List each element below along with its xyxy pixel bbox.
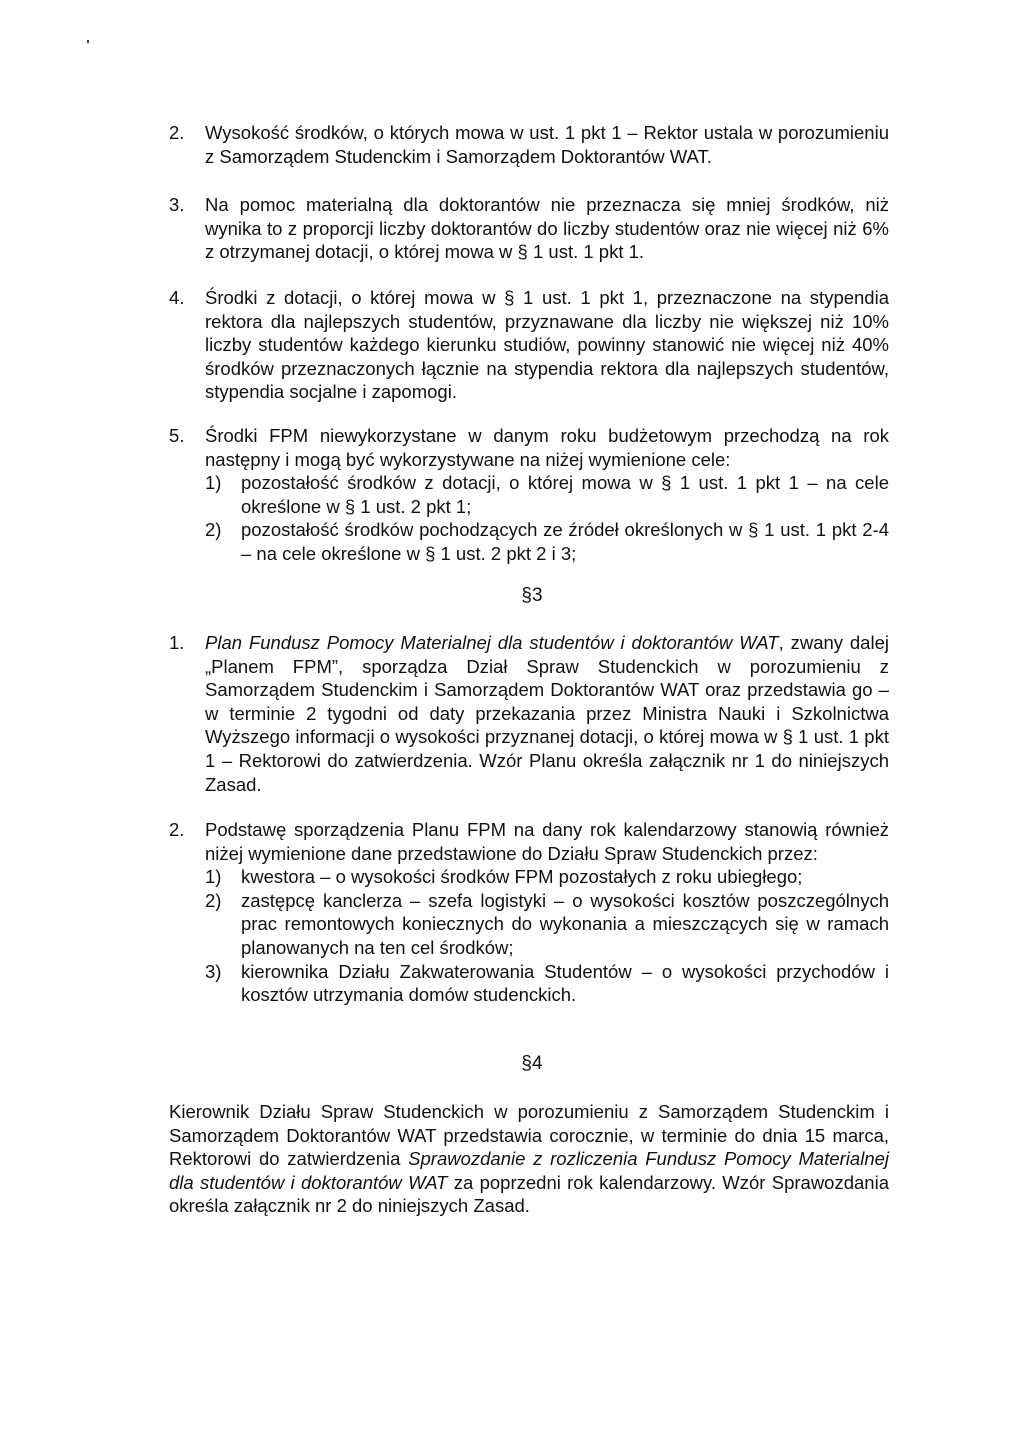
sub-item-3	[205, 960, 889, 1007]
list-item-number: 4.	[169, 287, 185, 308]
list-item-number: 2.	[169, 819, 185, 840]
sub-item-number: 3)	[205, 960, 222, 982]
list-item-text: Na pomoc materialną dla doktorantów nie przeznacza się mniej środków, niż wynika to z proporcji liczby doktorantów do liczby studentów oraz nie więcej niż 6% z otrzymanej dotacji, o której mowa w § 1 ust. 1 pkt 1.	[205, 194, 889, 263]
sub-item-number: 2)	[205, 519, 222, 541]
sub-item-2	[205, 518, 889, 565]
section-heading-3	[0, 584, 1024, 608]
sub-item-text: pozostałość środków pochodzących ze źródeł określonych w § 1 ust. 1 pkt 2-4 – na cele określone w § 1 ust. 2 pkt 2 i 3;	[241, 519, 889, 564]
closing-paragraph	[169, 1100, 889, 1218]
list-item-2	[169, 121, 889, 168]
plan-title: Plan Fundusz Pomocy Materialnej dla studentów i doktorantów WAT	[205, 632, 779, 653]
sub-item-2	[205, 889, 889, 960]
list-item-intro: Podstawę sporządzenia Planu FPM na dany rok kalendarzowy stanowią również niżej wymienione dane przedstawione do Działu Spraw Studenckich przez:	[205, 819, 889, 864]
sub-item-number: 1)	[205, 472, 222, 494]
list-item-text: Środki z dotacji, o której mowa w § 1 ust. 1 pkt 1, przeznaczone na stypendia rektora dla najlepszych studentów, przyznawane dla liczby nie większej niż 10% liczby studentów każdego kierunku studiów, powinny stanowić nie więcej niż 40% środków przeznaczonych łącznie na stypendia rektora dla najlepszych studentów, stypendia socjalne i zapomogi.	[205, 287, 889, 403]
list-item-text	[205, 424, 889, 566]
list-item-text	[205, 818, 889, 1007]
list-item-text-rest: , zwany dalej „Planem FPM”, sporządza Dział Spraw Studenckich w porozumieniu z Samorządem Studenckim i Samorządem Doktorantów WAT oraz przedstawia go – w terminie 2 tygodni od daty przekazania przez Ministra Nauki i Szkolnictwa Wyższego informacji o wysokości przyznanej dotacji, o której mowa w § 1 ust. 1 pkt 1 – Rektorowi do zatwierdzenia. Wzór Planu określa załącznik nr 1 do niniejszych Zasad.	[205, 632, 889, 795]
scan-mark	[87, 40, 89, 43]
section-number: 4	[532, 1053, 543, 1074]
section-symbol: §	[521, 585, 532, 606]
sub-item-number: 2)	[205, 889, 222, 911]
list-item-5	[169, 424, 889, 566]
closing-text-2: za poprzedni rok kalendarzowy. Wzór Sprawozdania określa załącznik nr 2 do niniejszych Zasad.	[169, 1171, 889, 1217]
list-item-number: 2.	[169, 122, 185, 143]
list-item-text	[205, 631, 889, 796]
section-3-item-2	[169, 818, 889, 1007]
sub-item-text: kwestora – o wysokości środków FPM pozostałych z roku ubiegłego;	[241, 866, 803, 888]
list-item-intro: Środki FPM niewykorzystane w danym roku budżetowym przechodzą na rok następny i mogą być wykorzystywane na niżej wymienione cele:	[205, 425, 889, 470]
list-item-number: 3.	[169, 194, 185, 215]
list-item-3	[169, 193, 889, 264]
list-item-number: 5.	[169, 425, 185, 446]
report-title: Sprawozdanie z rozliczenia Fundusz Pomocy Materialnej dla studentów i doktorantów WAT	[169, 1148, 890, 1193]
sub-item-text: pozostałość środków z dotacji, o której mowa w § 1 ust. 1 pkt 1 – na cele określone w § 1 ust. 2 pkt 1;	[241, 472, 889, 517]
sub-item-1	[205, 865, 889, 889]
list-item-number: 1.	[169, 632, 185, 653]
list-item-text: Wysokość środków, o których mowa w ust. 1 pkt 1 – Rektor ustala w porozumieniu z Samorządem Studenckim i Samorządem Doktorantów WAT.	[205, 122, 889, 167]
section-heading-4	[0, 1052, 1024, 1076]
section-3-item-1	[169, 631, 889, 796]
sub-item-number: 1)	[205, 866, 222, 888]
sub-item-1	[205, 471, 889, 518]
sub-item-text: kierownika Działu Zakwaterowania Studentów – o wysokości przychodów i kosztów utrzymania domów studenckich.	[241, 960, 889, 1006]
sub-item-text: zastępcę kanclerza – szefa logistyki – o wysokości kosztów poszczególnych prac remontowych koniecznych do wykonania a mieszczących się w ramach planowanych na ten cel środków;	[241, 889, 889, 958]
section-number: 3	[532, 585, 543, 606]
section-symbol: §	[521, 1053, 532, 1074]
list-item-4	[169, 286, 889, 404]
closing-text-1: Kierownik Działu Spraw Studenckich w porozumieniu z Samorządem Studenckim i Samorządem Doktorantów WAT przedstawia corocznie, w terminie do dnia 15 marca, Rektorowi do zatwierdzenia	[169, 1101, 889, 1170]
